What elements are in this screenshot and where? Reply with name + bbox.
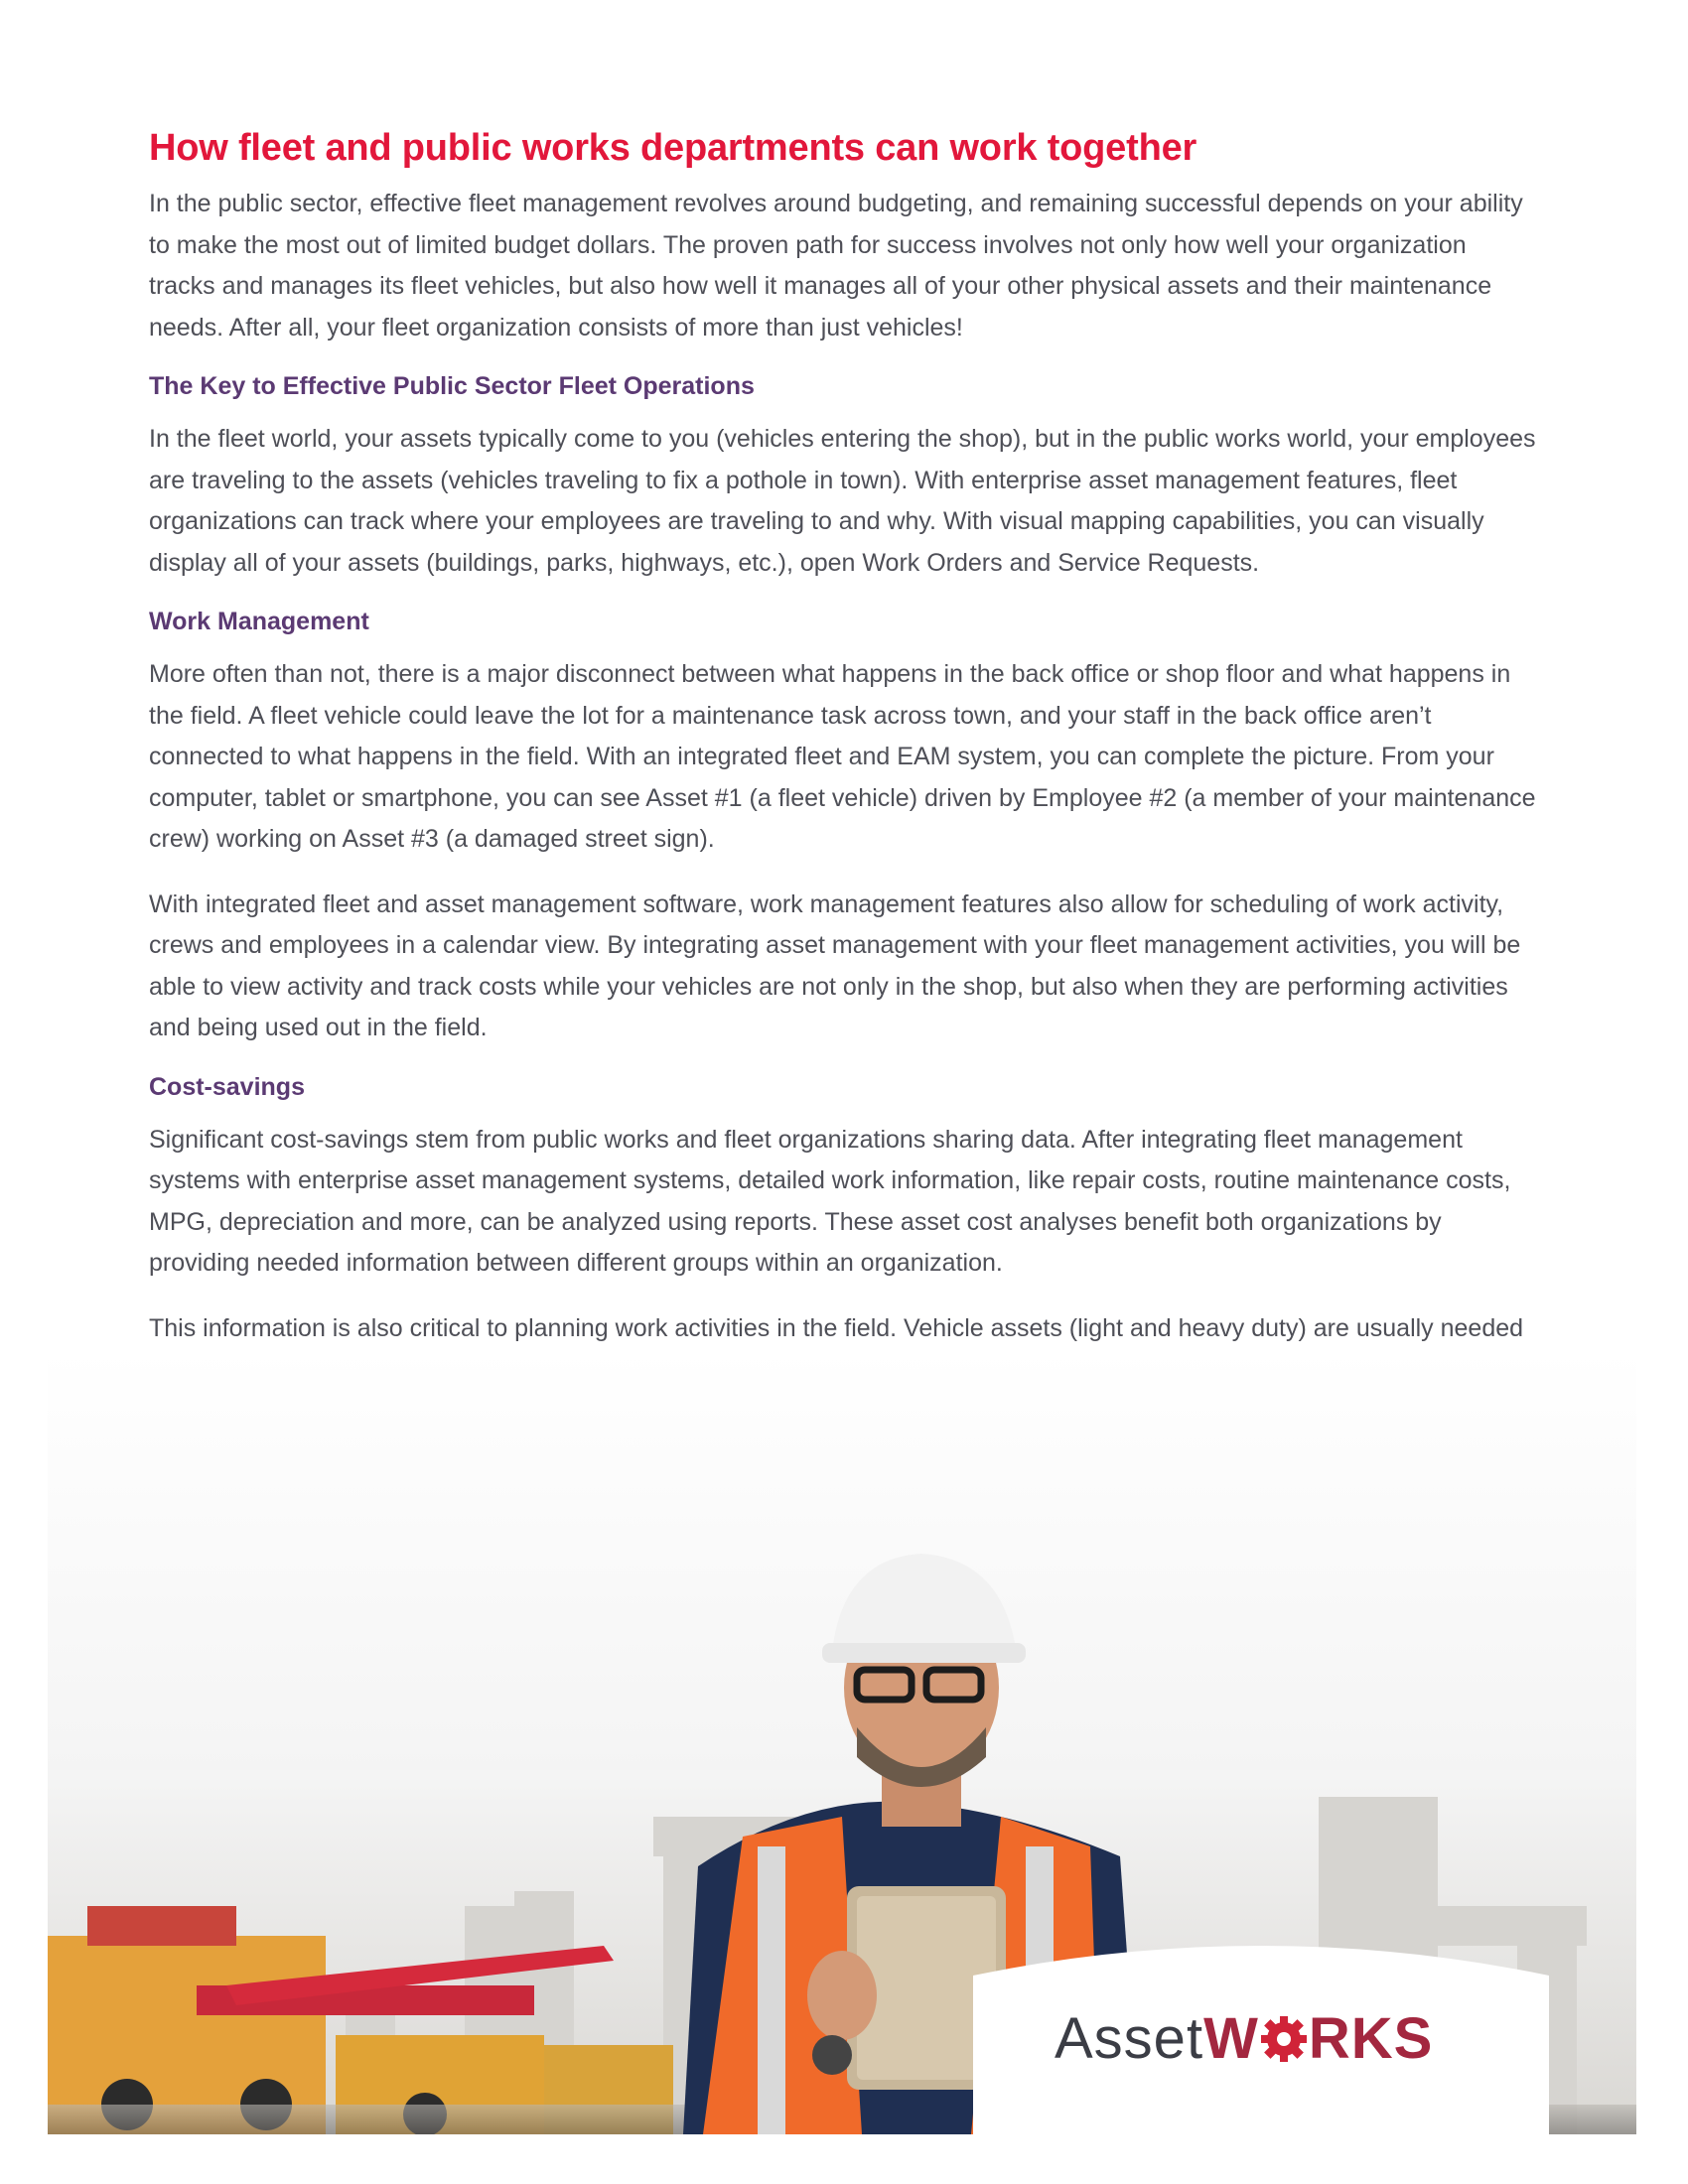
page-title: How fleet and public works departments can work together (149, 127, 1197, 169)
logo-text-asset: Asset (1055, 2006, 1204, 2071)
section-heading-key: The Key to Effective Public Sector Fleet Operations (149, 372, 755, 400)
gear-icon (1259, 2011, 1309, 2078)
section-paragraph: In the fleet world, your assets typically come to you (vehicles entering the shop), but in the public works world, your employees are traveling to the assets (vehicles traveling to fix a pothole in town). With enterprise asset management features, fleet organizations can track where your employees are traveling to and why. With visual mapping capabilities, you can visually display all of your assets (buildings, parks, highways, etc.), open Work Orders and Service Requests. (149, 425, 1536, 577)
logo-text-w: W (1203, 2006, 1259, 2071)
section-paragraph: With integrated fleet and asset management software, work management features also allow for scheduling of work activity, crews and employees in a calendar view. By integrating asset management with your fleet management activities, you will be able to view activity and track costs while your vehicles are not only in the shop, but also when they are performing activities and being used out in the field. (149, 889, 1521, 1041)
section-paragraph: More often than not, there is a major disconnect between what happens in the back office or shop floor and what happens in the field. A fleet vehicle could leave the lot for a maintenance task across town, and your staff in the back office aren’t connected to what happens in the field. With an integrated fleet and EAM system, you can complete the picture. From your computer, tablet or smartphone, you can see Asset #1 (a fleet vehicle) driven by Employee #2 (a member of your maintenance crew) working on Asset #3 (a damaged street sign). (149, 660, 1536, 853)
intro-paragraph: In the public sector, effective fleet management revolves around budgeting, and remaining successful depends on your ability to make the most out of limited budget dollars. The proven path for success involves not only how well your organization tracks and manages its fleet vehicles, but also how well it manages all of your other physical assets and their maintenance needs. After all, your fleet organization consists of more than just vehicles! (149, 190, 1523, 341)
section-paragraph: This information is also critical to planning work activities in the field. Vehicle assets (light and heavy duty) are usually needed (149, 1313, 1524, 1342)
section-heading-cost-savings: Cost-savings (149, 1072, 305, 1101)
section-paragraph: Significant cost-savings stem from public works and fleet organizations sharing data. After integrating fleet management systems with enterprise asset management systems, detailed work information, like repair costs, routine maintenance costs, MPG, depreciation and more, can be analyzed using reports. These asset cost analyses benefit both organizations by providing needed information between different groups within an organization. (149, 1125, 1511, 1277)
section-heading-work-management: Work Management (149, 608, 369, 635)
logo-text-rks: RKS (1308, 2006, 1434, 2071)
assetworks-logo (1055, 2005, 1433, 2078)
